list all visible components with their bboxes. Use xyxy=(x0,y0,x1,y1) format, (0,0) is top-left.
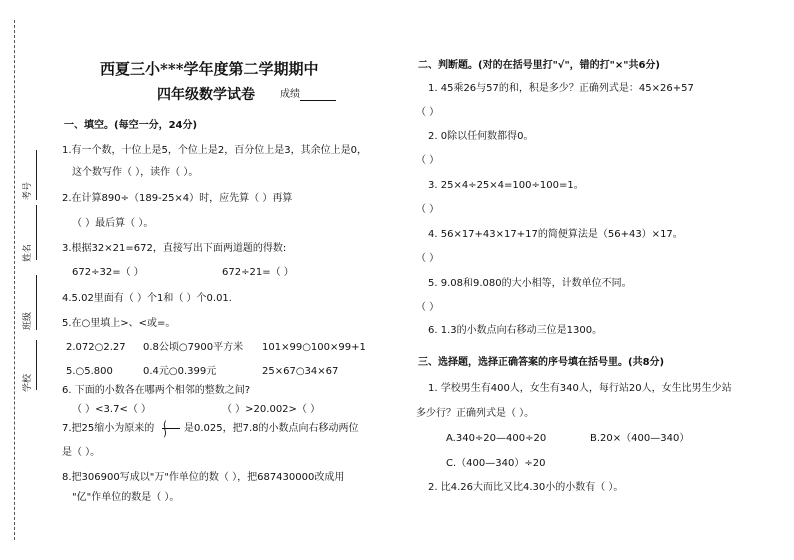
q6-b: （ ）>20.002>（ ） xyxy=(222,404,321,415)
judge-1-paren: （ ） xyxy=(416,107,440,118)
side-label-student-no: 考号 xyxy=(23,181,33,200)
judge-3-paren: （ ） xyxy=(416,204,440,215)
section2-title: 二、判断题。(对的在括号里打"√"，错的打"×"共6分) xyxy=(418,60,660,71)
side-label-name: 姓名 xyxy=(23,243,33,262)
student-no-line xyxy=(36,150,37,200)
judge-3: 3. 25×4÷25×4=100÷100=1。 xyxy=(428,180,584,191)
exam-title-line1: 西夏三小***学年度第二学期期中 xyxy=(100,60,319,78)
q3-a: 672÷32=（ ） xyxy=(72,267,144,278)
q5-item2: 0.8公顷○7900平方米 xyxy=(143,342,244,353)
q6-a: （ ）<3.7<（ ） xyxy=(72,404,152,415)
choice2: 2. 比4.26大而比又比4.30小的小数有（ ）。 xyxy=(428,482,624,493)
q5-item3: 101×99○100×99+1 xyxy=(262,342,366,353)
q8-line2: "亿"作单位的数是（ ）。 xyxy=(72,492,180,503)
judge-2-paren: （ ） xyxy=(416,155,440,166)
judge-6: 6. 1.3的小数点向右移动三位是1300。 xyxy=(428,325,603,336)
side-label-school: 学校 xyxy=(23,373,33,392)
score-label: 成绩 xyxy=(280,89,336,101)
judge-4: 4. 56×17+43×17+17的简便算法是（56+43）×17。 xyxy=(428,229,683,240)
q3-line1: 3.根据32×21=672，直接写出下面两道题的得数: xyxy=(62,243,287,254)
judge-5-paren: （ ） xyxy=(416,302,440,313)
school-line xyxy=(36,340,37,390)
choice1-line2: 多少行？正确列式是（ ）。 xyxy=(416,408,535,419)
q6-title: 6. 下面的小数各在哪两个相邻的整数之间? xyxy=(62,385,251,396)
q5-item1: 2.072○2.27 xyxy=(66,342,126,353)
section1-title: 一、填空。(每空一分，24分) xyxy=(64,120,198,131)
q7-line1-end: 是0.025，把7.8的小数点向右移动两位 xyxy=(184,423,359,434)
judge-1: 1. 45乘26与57的和，积是多少？正确列式是：45×26+57 xyxy=(428,83,694,94)
q5-item6: 25×67○34×67 xyxy=(262,366,339,377)
q5-title: 5.在○里填上>、<或=。 xyxy=(62,318,176,329)
q8-line1: 8.把306900写成以"万"作单位的数（ ），把687430000改成用 xyxy=(62,472,345,483)
section3-title: 三、选择题，选择正确答案的序号填在括号里。(共8分) xyxy=(418,357,665,368)
fraction-blank: ( ) xyxy=(160,420,182,436)
q5-item5: 0.4元○0.399元 xyxy=(143,366,217,377)
judge-2: 2. 0除以任何数都得0。 xyxy=(428,131,534,142)
name-line xyxy=(36,205,37,260)
judge-4-paren: （ ） xyxy=(416,253,440,264)
side-label-class: 班级 xyxy=(23,311,33,330)
q2-line2: （ ）最后算（ ）。 xyxy=(72,218,154,229)
q4: 4.5.02里面有（ ）个1和（ ）个0.01. xyxy=(62,293,232,304)
exam-title-line2: 四年级数学试卷 xyxy=(157,87,255,103)
choice1-option-b: B.20×（400—340） xyxy=(590,433,690,444)
choice1-line1: 1. 学校男生有400人，女生有340人，每行站20人，女生比男生少站 xyxy=(428,383,732,394)
choice1-option-c: C.（400—340）÷20 xyxy=(446,458,546,469)
class-line xyxy=(36,275,37,330)
q2-line1: 2.在计算890÷（189-25×4）时，应先算（ ）再算 xyxy=(62,193,293,204)
q1-line2: 这个数写作（ ），读作（ ）。 xyxy=(72,167,199,178)
q7-line1-start: 7.把25缩小为原来的 xyxy=(62,423,155,434)
judge-5: 5. 9.08和9.080的大小相等，计数单位不同。 xyxy=(428,278,632,289)
choice1-option-a: A.340÷20—400÷20 xyxy=(446,433,547,444)
q5-item4: 5.○5.800 xyxy=(66,366,113,377)
q3-b: 672÷21=（ ） xyxy=(222,267,294,278)
q1-line1: 1.有一个数，十位上是5，个位上是2，百分位上是3，其余位上是0， xyxy=(62,145,367,156)
binding-dashed-line xyxy=(14,20,15,540)
q7-line2: 是（ ）。 xyxy=(62,447,101,458)
